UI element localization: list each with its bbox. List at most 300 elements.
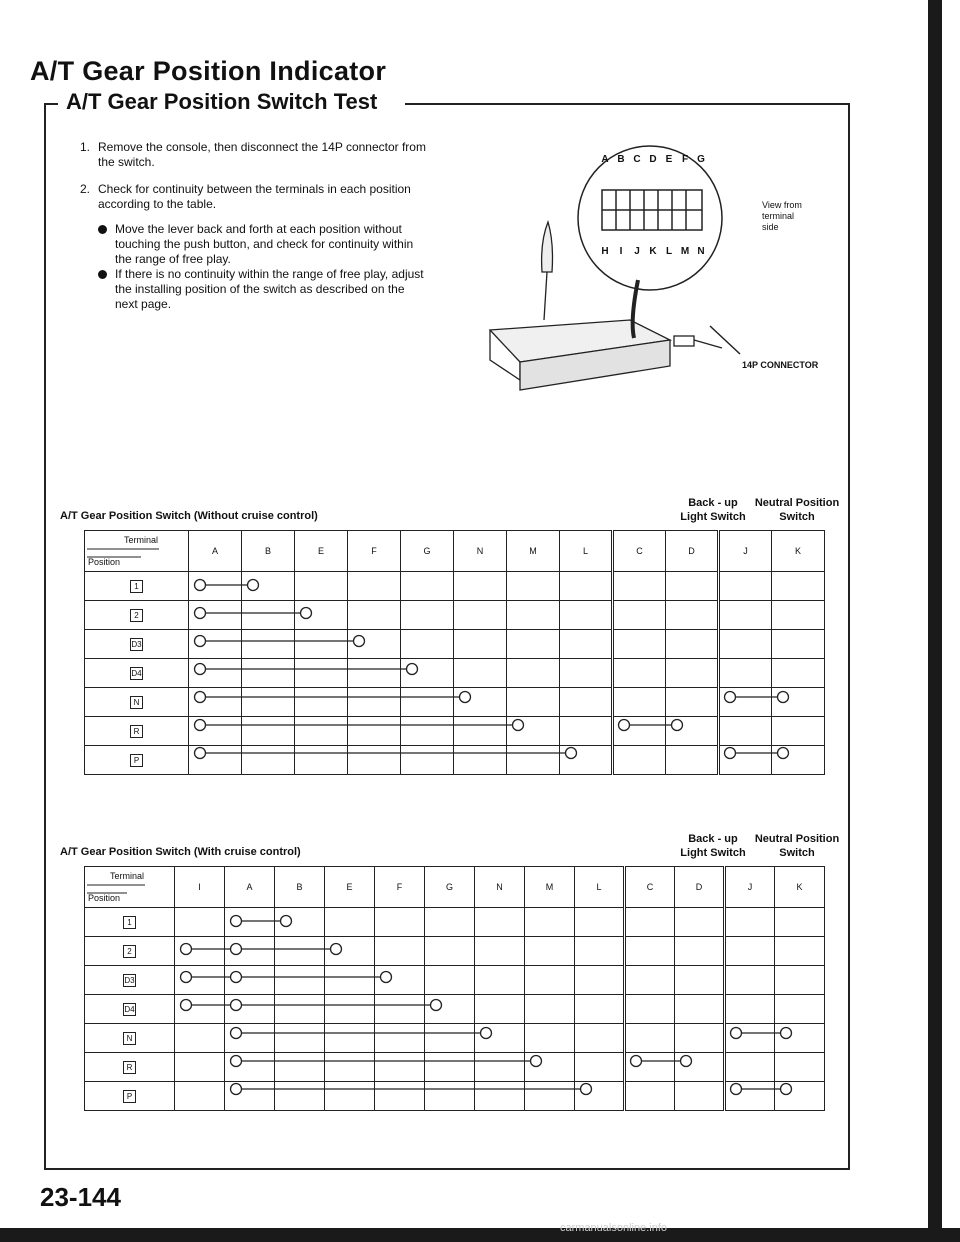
step-1 <box>60 140 430 170</box>
table-row <box>85 601 825 630</box>
position-cell <box>85 601 189 630</box>
terminal-cell <box>675 908 725 937</box>
terminal-cell <box>295 688 348 717</box>
position-box: P <box>123 1090 136 1103</box>
terminal-cell <box>725 966 775 995</box>
table-row <box>85 659 825 688</box>
terminal-cell <box>525 1082 575 1111</box>
terminal-cell <box>725 937 775 966</box>
terminal-cell <box>454 659 507 688</box>
terminal-cell <box>325 995 375 1024</box>
terminal-cell <box>425 966 475 995</box>
terminal-label: Terminal <box>109 871 144 881</box>
terminal-cell <box>775 937 825 966</box>
terminal-cell <box>507 688 560 717</box>
position-box: 1 <box>123 916 136 929</box>
frame-bottom <box>44 1168 850 1170</box>
terminal-cell <box>525 1024 575 1053</box>
terminal-cell <box>666 717 719 746</box>
terminal-cell <box>242 659 295 688</box>
terminal-cell <box>325 1082 375 1111</box>
terminal-cell <box>325 937 375 966</box>
position-cell <box>85 659 189 688</box>
terminal-cell <box>719 688 772 717</box>
terminal-cell <box>613 572 666 601</box>
terminal-cell <box>666 601 719 630</box>
terminal-cell <box>525 937 575 966</box>
terminal-cell <box>175 937 225 966</box>
terminal-cell <box>560 572 613 601</box>
terminal-cell <box>295 601 348 630</box>
terminal-cell <box>775 1082 825 1111</box>
position-cell <box>85 688 189 717</box>
position-cell <box>85 937 175 966</box>
position-cell <box>85 1053 175 1082</box>
terminal-cell <box>575 1082 625 1111</box>
table1-heading: A/T Gear Position Switch (Without cruise control) <box>60 510 318 522</box>
terminal-letter: J <box>634 246 640 257</box>
neutral-position-switch-label: Neutral Position Switch <box>754 497 840 523</box>
table-row <box>85 1053 825 1082</box>
terminal-cell <box>575 995 625 1024</box>
step-text: Check for continuity between the terminals in each position according to the table. <box>98 182 411 211</box>
terminal-cell <box>560 688 613 717</box>
terminal-cell <box>375 908 425 937</box>
page-number: 23-144 <box>40 1182 121 1212</box>
terminal-cell <box>675 1024 725 1053</box>
terminal-cell <box>475 1082 525 1111</box>
backup-light-switch-label: Back - up Light Switch <box>680 497 746 523</box>
bullet-list <box>98 222 430 312</box>
terminal-cell <box>719 746 772 775</box>
terminal-cell <box>725 995 775 1024</box>
table-row <box>85 1082 825 1111</box>
terminal-cell <box>475 1053 525 1082</box>
terminal-cell <box>325 1024 375 1053</box>
column-header: B <box>275 867 325 908</box>
position-box: R <box>130 725 143 738</box>
column-header: N <box>454 531 507 572</box>
column-header: C <box>625 867 675 908</box>
terminal-cell <box>175 995 225 1024</box>
step-2 <box>60 182 430 212</box>
bullet-icon <box>98 225 107 234</box>
column-header: F <box>348 531 401 572</box>
bullet-item <box>98 267 430 312</box>
terminal-cell <box>375 1024 425 1053</box>
terminal-cell <box>507 717 560 746</box>
column-header: J <box>725 867 775 908</box>
terminal-cell <box>348 746 401 775</box>
terminal-cell <box>775 1053 825 1082</box>
terminal-cell <box>242 717 295 746</box>
terminal-cell <box>401 601 454 630</box>
terminal-cell <box>725 1053 775 1082</box>
table-row <box>85 1024 825 1053</box>
terminal-cell <box>175 1082 225 1111</box>
position-cell <box>85 717 189 746</box>
position-cell <box>85 630 189 659</box>
terminal-cell <box>675 937 725 966</box>
terminal-cell <box>242 572 295 601</box>
position-box: D3 <box>124 975 135 985</box>
terminal-letter: C <box>633 154 641 165</box>
terminal-cell <box>525 908 575 937</box>
step-number: 1. <box>79 140 90 154</box>
position-box: N <box>130 696 143 709</box>
column-header: K <box>772 531 825 572</box>
terminal-cell <box>348 572 401 601</box>
backup-light-switch-label: Back - up Light Switch <box>680 833 746 859</box>
terminal-cell <box>775 908 825 937</box>
terminal-cell <box>772 572 825 601</box>
table-header-row <box>85 531 825 572</box>
terminal-cell <box>401 659 454 688</box>
terminal-cell <box>242 688 295 717</box>
terminal-cell <box>454 572 507 601</box>
position-box: D3 <box>131 639 142 649</box>
terminal-cell <box>507 601 560 630</box>
section-title: A/T Gear Position Switch Test <box>66 89 378 114</box>
position-cell <box>85 966 175 995</box>
column-header: C <box>613 531 666 572</box>
terminal-cell <box>560 659 613 688</box>
bottom-terminal-letters <box>601 246 704 257</box>
terminal-cell <box>175 1053 225 1082</box>
terminal-cell <box>719 572 772 601</box>
column-header: A <box>189 531 242 572</box>
watermark: carmanualsonline.info <box>560 1222 668 1234</box>
view-label-line: side <box>762 222 779 232</box>
step-text: Remove the console, then disconnect the 14P connector from the switch. <box>98 140 426 169</box>
column-header: E <box>295 531 348 572</box>
terminal-cell <box>175 966 225 995</box>
terminal-cell <box>325 1053 375 1082</box>
position-cell <box>85 995 175 1024</box>
terminal-letter: E <box>665 154 673 165</box>
terminal-cell <box>475 966 525 995</box>
terminal-cell <box>401 746 454 775</box>
terminal-cell <box>454 630 507 659</box>
terminal-cell <box>454 688 507 717</box>
table-row <box>85 688 825 717</box>
terminal-cell <box>666 572 719 601</box>
terminal-cell <box>325 966 375 995</box>
terminal-cell <box>225 908 275 937</box>
terminal-cell <box>575 1053 625 1082</box>
table2-heading: A/T Gear Position Switch (With cruise control) <box>60 846 301 858</box>
terminal-letter: F <box>681 154 689 165</box>
terminal-cell <box>575 908 625 937</box>
terminal-cell <box>625 937 675 966</box>
terminal-cell <box>560 717 613 746</box>
terminal-cell <box>525 1053 575 1082</box>
terminal-cell <box>225 1024 275 1053</box>
terminal-cell <box>189 572 242 601</box>
bullet-text: Move the lever back and forth at each position without touching the push button, and check for continuity within the range of free play. <box>115 222 414 266</box>
terminal-cell <box>507 630 560 659</box>
terminal-cell <box>348 630 401 659</box>
terminal-cell <box>525 995 575 1024</box>
terminal-cell <box>275 995 325 1024</box>
terminal-cell <box>613 601 666 630</box>
column-header: L <box>560 531 613 572</box>
table-row <box>85 995 825 1024</box>
terminal-cell <box>772 630 825 659</box>
terminal-cell <box>675 995 725 1024</box>
terminal-letter: M <box>680 246 690 257</box>
terminal-cell <box>225 1053 275 1082</box>
table-row <box>85 908 825 937</box>
terminal-cell <box>401 717 454 746</box>
terminal-cell <box>454 746 507 775</box>
terminal-cell <box>425 937 475 966</box>
terminal-letter: K <box>649 246 657 257</box>
terminal-cell <box>275 908 325 937</box>
terminal-cell <box>675 1053 725 1082</box>
terminal-cell <box>613 688 666 717</box>
position-cell <box>85 1082 175 1111</box>
terminal-letter: N <box>697 246 705 257</box>
terminal-cell <box>613 659 666 688</box>
connector-pointer-icon <box>710 326 740 354</box>
terminal-cell <box>348 717 401 746</box>
terminal-cell <box>772 659 825 688</box>
connector-label: 14P CONNECTOR <box>742 360 819 370</box>
terminal-cell <box>775 995 825 1024</box>
terminal-cell <box>295 717 348 746</box>
header-corner <box>85 867 175 908</box>
table-row <box>85 937 825 966</box>
terminal-cell <box>560 601 613 630</box>
neutral-position-switch-label: Neutral Position Switch <box>754 833 840 859</box>
column-header: I <box>175 867 225 908</box>
position-box: 1 <box>130 580 143 593</box>
position-label: Position <box>88 557 121 567</box>
terminal-cell <box>719 630 772 659</box>
column-header: J <box>719 531 772 572</box>
terminal-cell <box>375 1082 425 1111</box>
terminal-letter: I <box>619 246 623 257</box>
position-cell <box>85 1024 175 1053</box>
terminal-cell <box>325 908 375 937</box>
subtitle-rule-right <box>405 103 848 105</box>
table-header-row <box>85 867 825 908</box>
terminal-cell <box>189 659 242 688</box>
terminal-cell <box>625 1024 675 1053</box>
switch-connector-illustration <box>460 140 840 440</box>
terminal-cell <box>275 1024 325 1053</box>
terminal-cell <box>772 746 825 775</box>
table-row <box>85 746 825 775</box>
terminal-cell <box>454 601 507 630</box>
terminal-cell <box>575 937 625 966</box>
view-label-line: View from <box>762 200 802 210</box>
terminal-cell <box>275 1053 325 1082</box>
frame-right <box>848 103 850 1170</box>
terminal-cell <box>401 630 454 659</box>
terminal-cell <box>525 966 575 995</box>
table-row <box>85 966 825 995</box>
position-box: D4 <box>131 668 142 678</box>
column-header: G <box>401 531 454 572</box>
column-header: L <box>575 867 625 908</box>
terminal-cell <box>175 908 225 937</box>
terminal-cell <box>225 937 275 966</box>
header-corner <box>85 531 189 572</box>
terminal-cell <box>189 688 242 717</box>
terminal-letter: H <box>601 246 609 257</box>
terminal-cell <box>475 1024 525 1053</box>
terminal-cell <box>666 746 719 775</box>
terminal-cell <box>507 659 560 688</box>
scan-edge-right <box>928 0 942 1242</box>
terminal-cell <box>613 630 666 659</box>
terminal-cell <box>719 659 772 688</box>
terminal-cell <box>775 1024 825 1053</box>
terminal-cell <box>625 995 675 1024</box>
connector-face <box>602 190 702 230</box>
terminal-cell <box>425 1024 475 1053</box>
terminal-cell <box>225 1082 275 1111</box>
terminal-cell <box>613 717 666 746</box>
terminal-cell <box>425 995 475 1024</box>
column-header: D <box>675 867 725 908</box>
view-from-terminal-label <box>762 200 802 232</box>
terminal-cell <box>775 966 825 995</box>
terminal-cell <box>275 937 325 966</box>
column-header: B <box>242 531 295 572</box>
terminal-cell <box>425 908 475 937</box>
terminal-cell <box>507 746 560 775</box>
terminal-cell <box>425 1082 475 1111</box>
page-title: A/T Gear Position Indicator <box>30 56 387 86</box>
terminal-cell <box>560 746 613 775</box>
terminal-letter: B <box>617 154 625 165</box>
subtitle-rule-left <box>44 103 58 105</box>
position-label: Position <box>88 893 121 903</box>
switch-table-with-cruise <box>84 866 825 1111</box>
terminal-letter: L <box>665 246 673 257</box>
position-box: 2 <box>123 945 136 958</box>
terminal-cell <box>242 746 295 775</box>
position-box: R <box>123 1061 136 1074</box>
terminal-cell <box>475 937 525 966</box>
table-row <box>85 717 825 746</box>
position-box: 2 <box>130 609 143 622</box>
terminal-cell <box>189 601 242 630</box>
column-header: E <box>325 867 375 908</box>
bullet-item <box>98 222 430 267</box>
column-header: G <box>425 867 475 908</box>
terminal-cell <box>719 717 772 746</box>
terminal-letter: G <box>697 154 705 165</box>
terminal-cell <box>375 937 425 966</box>
terminal-cell <box>613 746 666 775</box>
terminal-cell <box>719 601 772 630</box>
terminal-cell <box>375 966 425 995</box>
terminal-cell <box>189 717 242 746</box>
terminal-cell <box>725 1082 775 1111</box>
terminal-cell <box>189 630 242 659</box>
bullet-icon <box>98 270 107 279</box>
position-box: D4 <box>124 1004 135 1014</box>
position-cell <box>85 908 175 937</box>
terminal-cell <box>507 572 560 601</box>
terminal-cell <box>475 908 525 937</box>
terminal-cell <box>295 572 348 601</box>
terminal-label: Terminal <box>123 535 158 545</box>
terminal-cell <box>675 1082 725 1111</box>
terminal-cell <box>348 601 401 630</box>
terminal-cell <box>625 966 675 995</box>
terminal-cell <box>625 908 675 937</box>
table-row <box>85 630 825 659</box>
terminal-cell <box>375 1053 425 1082</box>
switch-table-without-cruise <box>84 530 825 775</box>
terminal-cell <box>575 1024 625 1053</box>
terminal-cell <box>454 717 507 746</box>
bullet-text: If there is no continuity within the range of free play, adjust the installing position of the switch as described on the next page. <box>115 267 424 311</box>
terminal-cell <box>666 688 719 717</box>
column-header: M <box>525 867 575 908</box>
terminal-cell <box>666 659 719 688</box>
terminal-cell <box>425 1053 475 1082</box>
frame-left <box>44 103 46 1170</box>
terminal-cell <box>348 688 401 717</box>
terminal-cell <box>560 630 613 659</box>
terminal-cell <box>725 908 775 937</box>
view-label-line: terminal <box>762 211 795 221</box>
terminal-cell <box>475 995 525 1024</box>
terminal-cell <box>242 630 295 659</box>
terminal-cell <box>725 1024 775 1053</box>
column-header: F <box>375 867 425 908</box>
terminal-cell <box>225 995 275 1024</box>
position-box: P <box>130 754 143 767</box>
terminal-cell <box>625 1053 675 1082</box>
terminal-cell <box>175 1024 225 1053</box>
terminal-cell <box>401 572 454 601</box>
terminal-cell <box>295 659 348 688</box>
terminal-cell <box>242 601 295 630</box>
position-cell <box>85 572 189 601</box>
terminal-cell <box>772 717 825 746</box>
column-header: D <box>666 531 719 572</box>
terminal-cell <box>625 1082 675 1111</box>
terminal-cell <box>275 1082 325 1111</box>
top-terminal-letters <box>601 154 705 165</box>
terminal-cell <box>675 966 725 995</box>
connector-magnifier-icon <box>578 146 722 290</box>
terminal-cell <box>772 688 825 717</box>
terminal-cell <box>295 630 348 659</box>
terminal-cell <box>189 746 242 775</box>
terminal-cell <box>275 966 325 995</box>
column-header: K <box>775 867 825 908</box>
terminal-cell <box>295 746 348 775</box>
terminal-letter: D <box>649 154 657 165</box>
terminal-cell <box>401 688 454 717</box>
column-header: M <box>507 531 560 572</box>
column-header: N <box>475 867 525 908</box>
terminal-cell <box>348 659 401 688</box>
terminal-cell <box>772 601 825 630</box>
scan-edge-bottom <box>0 1228 960 1242</box>
terminal-cell <box>375 995 425 1024</box>
column-header: A <box>225 867 275 908</box>
table-row <box>85 572 825 601</box>
